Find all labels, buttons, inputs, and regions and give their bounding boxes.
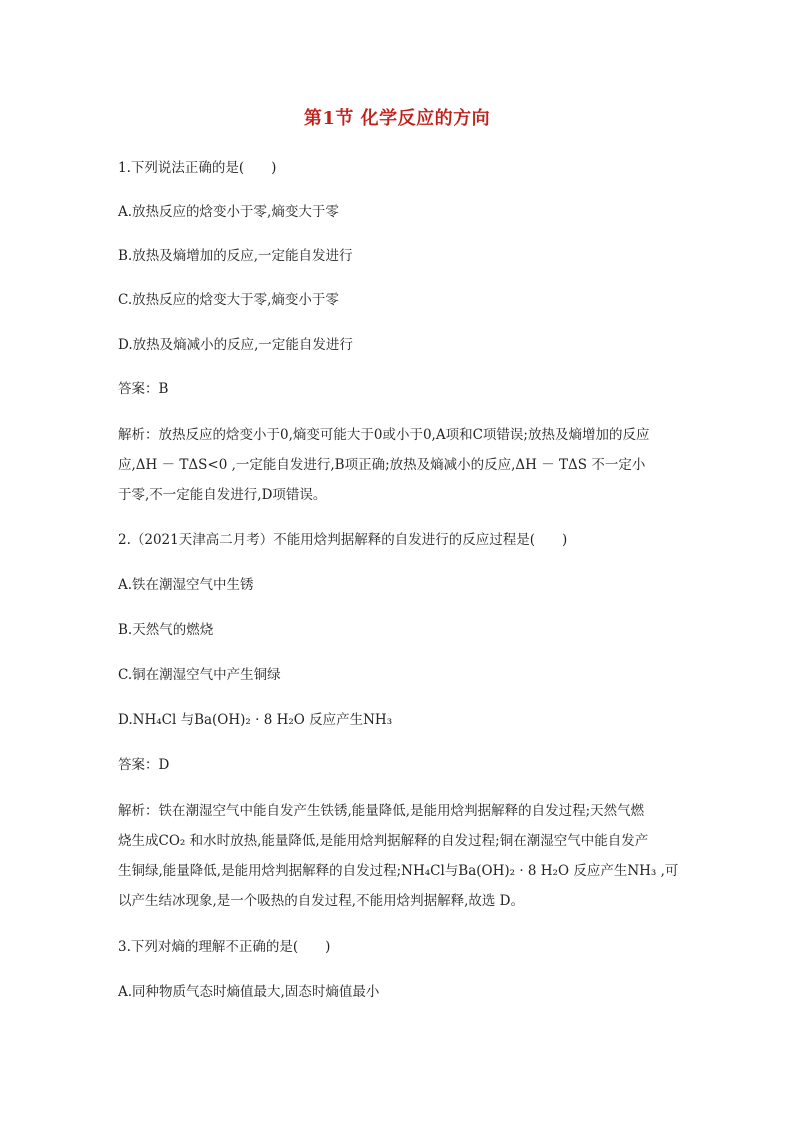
analysis-line: 解析：放热反应的焓变小于0,熵变可能大于0或小于0,A项和C项错误;放热及熵增加的反应 bbox=[118, 427, 650, 443]
question-3-option-a: A.同种物质气态时熵值最大,固态时熵值最小 bbox=[118, 984, 380, 1000]
analysis-line: 烧生成CO₂ 和水时放热,能量降低,是能用焓判据解释的自发过程;铜在潮湿空气中能自发产 bbox=[118, 833, 649, 849]
question-1-option-c: C.放热反应的焓变大于零,熵变小于零 bbox=[118, 292, 339, 308]
page-title: 第1节 化学反应的方向 bbox=[303, 108, 491, 129]
analysis-line: 于零,不一定能自发进行,D项错误。 bbox=[118, 487, 327, 503]
question-2-option-d: D.NH₄Cl 与Ba(OH)₂ · 8 H₂O 反应产生NH₃ bbox=[118, 712, 393, 728]
question-1-analysis bbox=[118, 420, 708, 510]
question-2-answer: 答案：D bbox=[118, 757, 170, 773]
question-2-option-a: A.铁在潮湿空气中生锈 bbox=[118, 577, 254, 593]
question-2-option-c: C.铜在潮湿空气中产生铜绿 bbox=[118, 667, 281, 683]
question-2-stem: 2.（2021天津高二月考）不能用焓判据解释的自发进行的反应过程是( ) bbox=[118, 532, 568, 548]
question-1-stem: 1.下列说法正确的是( ) bbox=[118, 160, 277, 176]
question-1-option-b: B.放热及熵增加的反应,一定能自发进行 bbox=[118, 248, 353, 264]
question-2-option-b: B.天然气的燃烧 bbox=[118, 622, 214, 638]
question-1-option-d: D.放热及熵减小的反应,一定能自发进行 bbox=[118, 337, 353, 353]
question-1-answer: 答案：B bbox=[118, 381, 169, 397]
question-2-analysis bbox=[118, 796, 708, 916]
analysis-line: 解析：铁在潮湿空气中能自发产生铁锈,能量降低,是能用焓判据解释的自发过程;天然气燃 bbox=[118, 803, 645, 819]
question-3-stem: 3.下列对熵的理解不正确的是( ) bbox=[118, 939, 331, 955]
analysis-line: 生铜绿,能量降低,是能用焓判据解释的自发过程;NH₄Cl与Ba(OH)₂ · 8 H₂O 反应产生NH₃ ,可 bbox=[118, 863, 679, 879]
question-1-option-a: A.放热反应的焓变小于零,熵变大于零 bbox=[118, 204, 339, 220]
analysis-line: 应,ΔH － TΔS<0 ,一定能自发进行,B项正确;放热及熵减小的反应,ΔH － TΔS 不一定小 bbox=[118, 457, 646, 473]
analysis-line: 以产生结冰现象,是一个吸热的自发过程,不能用焓判据解释,故选 D。 bbox=[118, 893, 524, 909]
